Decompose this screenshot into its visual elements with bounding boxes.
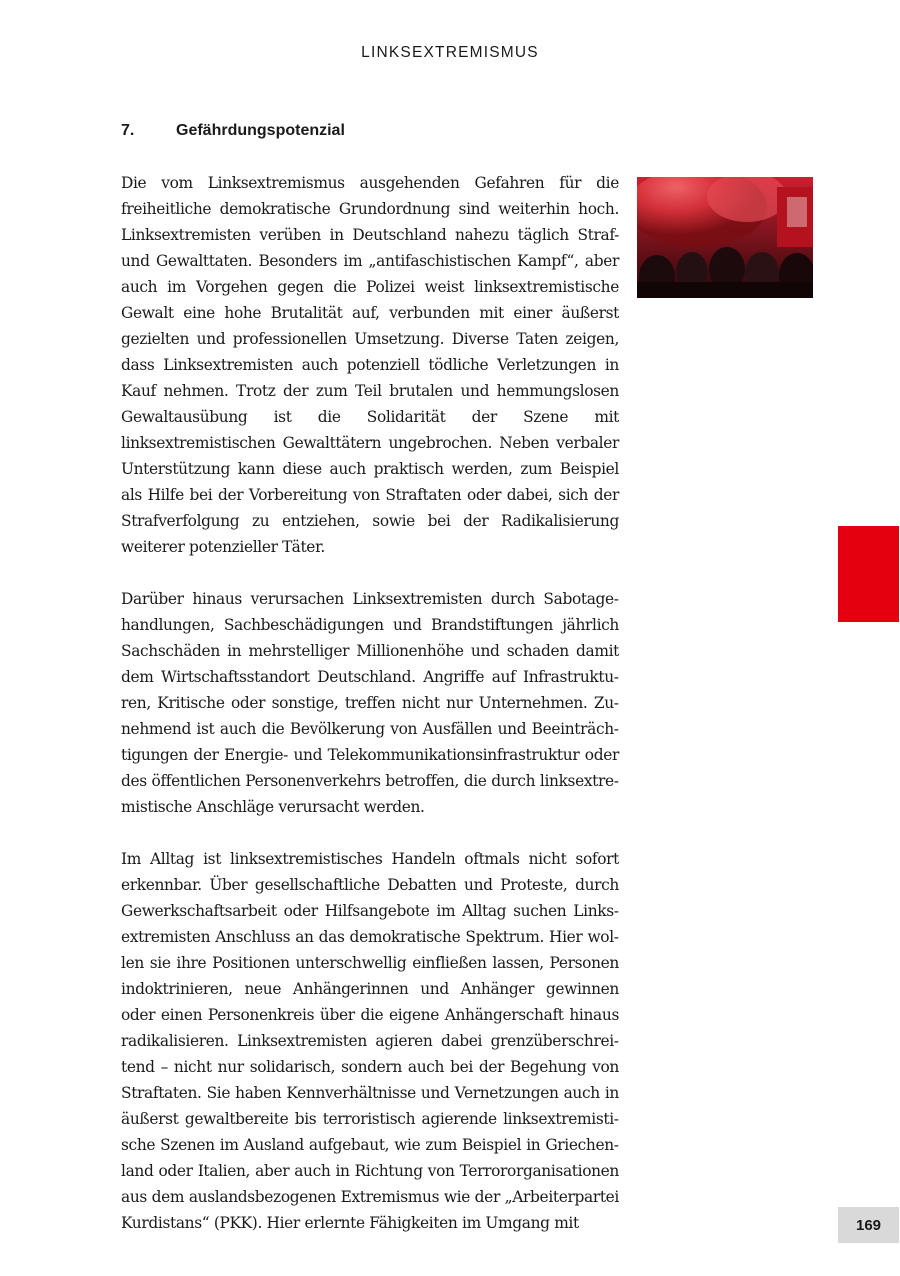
section-number: 7.	[121, 122, 135, 139]
paragraph: Darüber hinaus verursachen Linksextremisten durch Sabotagehandlungen, Sachbeschädigungen und Brandstiftungen jährlich Sachschäden in mehrstelliger Millionenhöhe und schaden damit dem Wirtschaftsstandort Deutschland. Angriffe auf Infrastrukturen, Kritische oder sonstige, treffen nicht nur Unternehmen. Zunehmend ist auch die Bevölkerung von Ausfällen und Beeinträchtigungen der Energie- und Telekommunikationsinfrastruktur oder des öffentlichen Personenverkehrs betroffen, die durch linksextremistische Anschläge verursacht werden.	[121, 590, 619, 816]
running-head: LINKSEXTREMISMUS	[361, 44, 539, 61]
chapter-tab	[838, 526, 899, 622]
paragraph: Im Alltag ist linksextremistisches Handeln oftmals nicht sofort erkennbar. Über gesellschaftliche Debatten und Proteste, durch Gewerkschaftsarbeit oder Hilfsangebote im Alltag suchen Linksextremisten Anschluss an das demokratische Spektrum. Hier wollen sie ihre Positionen unterschwellig einfließen lassen, Personen indoktrinieren, neue Anhängerinnen und Anhänger gewinnen oder einen Personenkreis über die eigene Anhängerschaft hinaus radikalisieren. Linksextremisten agieren dabei grenzüberschreitend – nicht nur solidarisch, sondern auch bei der Begehung von Straftaten. Sie haben Kennverhältnisse und Vernetzungen auch in äußerst gewaltbereite bis terroristisch agierende linksextremistische Szenen im Ausland aufgebaut, wie zum Beispiel in Griechenland oder Italien, aber auch in Richtung von Terrororganisationen aus dem auslandsbezogenen Extremismus wie der „Arbeiterpartei Kurdistans“ (PKK). Hier erlernte Fähigkeiten im Umgang mit	[121, 850, 619, 1232]
section-heading	[121, 122, 345, 140]
protest-photo	[637, 177, 813, 298]
page-number: 169	[838, 1207, 899, 1243]
section-title: Gefährdungspotenzial	[176, 122, 345, 139]
body-text	[121, 170, 619, 1262]
paragraph: Die vom Linksextremismus ausgehenden Gefahren für die freiheitliche demokratische Grundordnung sind weiterhin hoch. Linksextremisten verüben in Deutschland nahezu täglich Straf- und Gewalttaten. Besonders im „antifaschistischen Kampf“, aber auch im Vorgehen gegen die Polizei weist linksextremistische Gewalt eine hohe Brutalität auf, verbunden mit einer äußerst gezielten und professionellen Umsetzung. Diverse Taten zeigen, dass Linksextremisten auch potenziell tödliche Verletzungen in Kauf nehmen. Trotz der zum Teil brutalen und hemmungslosen Gewaltausübung ist die Solidarität der Szene mit linksextremistischen Gewalttätern ungebrochen. Neben verbaler Unterstützung kann diese auch praktisch werden, zum Beispiel als Hilfe bei der Vorbereitung von Straftaten oder dabei, sich der Strafverfolgung zu entziehen, sowie bei der Radikalisierung weiterer potenzieller Täter.	[121, 174, 619, 556]
